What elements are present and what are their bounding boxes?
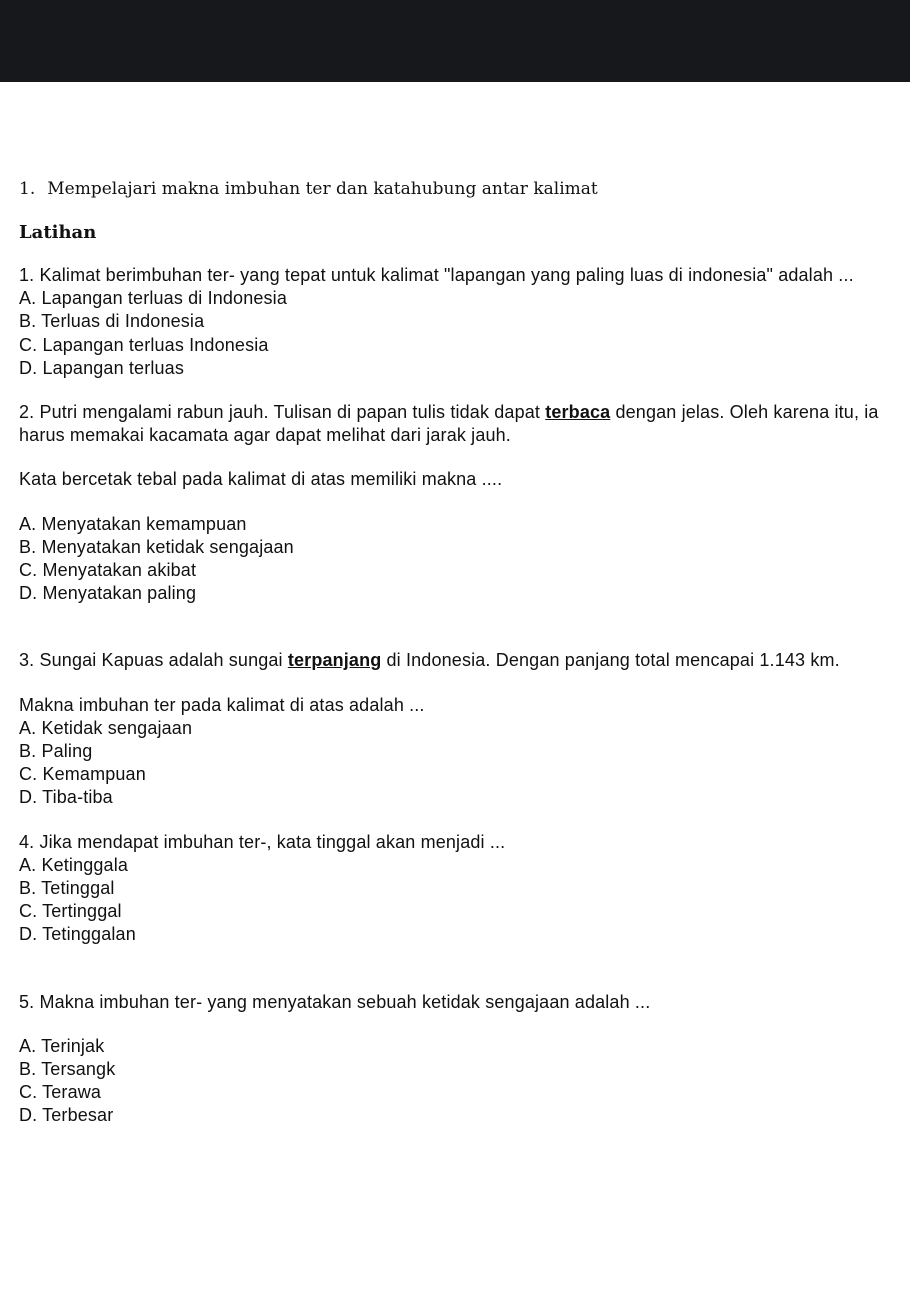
- question-1-text: 1. Kalimat berimbuhan ter- yang tepat untuk kalimat "lapangan yang paling luas di indonesia" adalah ...: [19, 265, 854, 285]
- question-2-option-b: B. Menyatakan ketidak sengajaan: [19, 536, 294, 557]
- question-2-option-a: A. Menyatakan kemampuan: [19, 513, 247, 534]
- question-3-option-c: C. Kemampuan: [19, 764, 146, 785]
- document-page: [19, 178, 879, 1128]
- question-5-option-a: A. Terinjak: [19, 1035, 105, 1056]
- question-1-option-a: A. Lapangan terluas di Indonesia: [19, 288, 287, 309]
- question-3-option-a: A. Ketidak sengajaan: [19, 717, 193, 738]
- question-3-text-before: 3. Sungai Kapuas adalah sungai: [19, 650, 288, 671]
- question-1: [19, 264, 879, 380]
- question-3: [19, 649, 879, 809]
- question-2-text: [19, 401, 879, 447]
- question-5-option-b: B. Tersangk: [19, 1059, 116, 1080]
- question-3-text: [19, 649, 879, 672]
- question-1-option-d: D. Lapangan terluas: [19, 357, 184, 378]
- question-5-option-d: D. Terbesar: [19, 1105, 114, 1126]
- latihan-heading: Latihan: [19, 222, 97, 243]
- question-4: [19, 831, 879, 947]
- question-5: [19, 991, 879, 1128]
- question-4-option-d: D. Tetinggalan: [19, 924, 136, 945]
- question-2-option-c: C. Menyatakan akibat: [19, 560, 197, 581]
- question-5-option-c: C. Terawa: [19, 1082, 102, 1103]
- section-number: 1.: [19, 179, 36, 199]
- question-2: [19, 401, 879, 605]
- question-4-text: 4. Jika mendapat imbuhan ter-, kata tinggal akan menjadi ...: [19, 831, 506, 852]
- question-2-keyword: terbaca: [545, 402, 611, 423]
- top-bar: [0, 0, 910, 82]
- question-4-option-c: C. Tertinggal: [19, 901, 122, 922]
- section-title: Mempelajari makna imbuhan ter dan katahubung antar kalimat: [47, 179, 598, 199]
- question-3-keyword: terpanjang: [287, 650, 382, 671]
- question-2-prompt: Kata bercetak tebal pada kalimat di atas memiliki makna ....: [19, 469, 503, 490]
- question-4-option-a: A. Ketinggala: [19, 854, 129, 875]
- question-5-text: 5. Makna imbuhan ter- yang menyatakan sebuah ketidak sengajaan adalah ...: [19, 991, 651, 1012]
- question-2-text-after: dengan jelas. Oleh karena itu, ia harus memakai kacamata agar dapat melihat dari jarak jauh.: [19, 402, 879, 446]
- question-2-text-before: 2. Putri mengalami rabun jauh. Tulisan di papan tulis tidak dapat: [19, 402, 546, 423]
- question-3-prompt: Makna imbuhan ter pada kalimat di atas adalah ...: [19, 694, 425, 715]
- question-3-option-b: B. Paling: [19, 741, 93, 762]
- question-3-text-after: di Indonesia. Dengan panjang total mencapai 1.143 km.: [381, 650, 840, 671]
- section-heading: [19, 178, 879, 200]
- question-1-option-c: C. Lapangan terluas Indonesia: [19, 334, 269, 355]
- question-1-option-b: B. Terluas di Indonesia: [19, 311, 205, 332]
- question-2-option-d: D. Menyatakan paling: [19, 583, 197, 604]
- question-3-option-d: D. Tiba-tiba: [19, 787, 113, 808]
- question-4-option-b: B. Tetinggal: [19, 878, 115, 899]
